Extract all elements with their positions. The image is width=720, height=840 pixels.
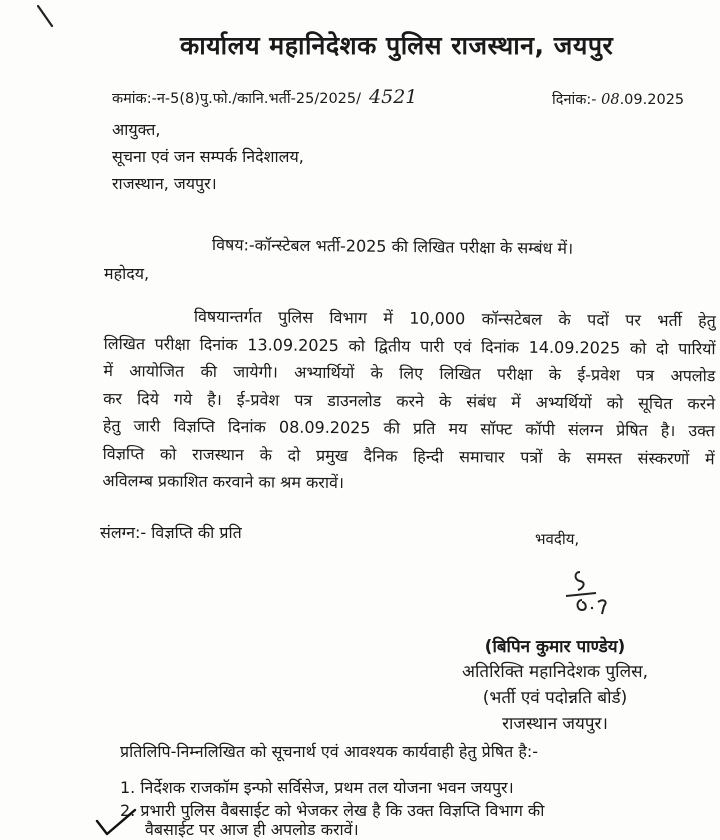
handwritten-checkmark-icon bbox=[93, 807, 143, 837]
reference-handwritten-number: 4521 bbox=[369, 86, 418, 108]
closing-regards: भवदीय, bbox=[535, 530, 580, 548]
copy-item-number: 2. bbox=[120, 801, 136, 820]
copy-to-item-1 bbox=[120, 776, 514, 798]
addressee-line-2: सूचना एवं जन सम्पर्क निदेशालय, bbox=[112, 147, 304, 166]
reference-number bbox=[112, 86, 417, 108]
copy-item-text: निर्देशक राजकॉम इन्फो सर्विसेज, प्रथम तल योजना भवन जयपुर। bbox=[140, 778, 514, 797]
reference-label: कमांक:-न-5(8)पु.फो./कानि.भर्ती-25/2025/ bbox=[112, 91, 362, 107]
body-line: कर दिये गये है। ई-प्रवेश पत्र डाउनलोड करने के संबंध में अभ्यर्थियों को सूचित करने bbox=[103, 388, 716, 413]
handwritten-signature-icon bbox=[560, 566, 620, 616]
subject-line: विषय:-कॉन्स्टेबल भर्ती-2025 की लिखित परीक्षा के सम्बंध में। bbox=[211, 235, 574, 258]
pen-stroke-mark-icon bbox=[35, 4, 65, 34]
body-line: हेतु जारी विज्ञप्ति दिनांक 08.09.2025 की प्रति मय सॉफ्ट कॉपी संलग्न प्रेषित है। उक्त bbox=[102, 415, 715, 441]
addressee-line-3: राजस्थान, जयपुर। bbox=[112, 174, 217, 193]
addressee-line-1: आयुक्त, bbox=[112, 120, 161, 139]
body-line: विज्ञप्ति को राजस्थान के दो प्रमुख दैनिक हिन्दी समाचार पत्रों के समस्त संस्करणों में bbox=[102, 443, 715, 468]
signatory-name: (बिपिन कुमार पाण्डेय) bbox=[484, 637, 626, 657]
body-paragraph bbox=[102, 302, 716, 500]
body-line: में आयोजित की जायेगी। अभ्यार्थियों के लिए लिखित परीक्षा के ई-प्रवेश पत्र अपलोड bbox=[103, 360, 716, 386]
copy-to-item-2-continued: वैबसाईट पर आज ही अपलोड करावें। bbox=[145, 820, 359, 839]
body-line: अविलम्ब प्रकाशित करवाने का श्रम करावें। bbox=[102, 470, 345, 493]
body-line: विषयान्तर्गत पुलिस विभाग में 10,000 कॉन्सटेबल के पदों पर भर्ती हेतु bbox=[193, 306, 716, 331]
body-line: लिखित परीक्षा दिनांक 13.09.2025 को द्वितीय पारी एवं दिनांक 14.09.2025 को दो पारियों bbox=[103, 333, 716, 358]
salutation: महोदय, bbox=[104, 264, 150, 283]
enclosure-note: संलग्न:- विज्ञप्ति की प्रति bbox=[100, 523, 242, 542]
letterhead-title: कार्यालय महानिदेशक पुलिस राजस्थान, जयपुर bbox=[180, 31, 614, 60]
signatory-department: (भर्ती एवं पदोन्नति बोर्ड) bbox=[482, 688, 628, 708]
copy-to-heading: प्रतिलिपि-निम्नलिखित को सूचनार्थ एवं आवश्यक कार्यवाही हेतु प्रेषित है:- bbox=[120, 742, 538, 761]
signatory-designation: अतिरिक्ति महानिदेशक पुलिस, bbox=[461, 662, 648, 682]
letter-date bbox=[552, 89, 684, 109]
date-rest: .09.2025 bbox=[619, 92, 685, 108]
date-handwritten-day: 08 bbox=[601, 92, 620, 108]
signatory-location: राजस्थान जयपुर। bbox=[502, 714, 608, 734]
copy-item-text: प्रभारी पुलिस वैबसाईट को भेजकर लेख है कि उक्त विज्ञप्ति विभाग की bbox=[140, 801, 545, 820]
date-label: दिनांक:- bbox=[552, 92, 597, 108]
copy-item-number: 1. bbox=[120, 778, 136, 797]
